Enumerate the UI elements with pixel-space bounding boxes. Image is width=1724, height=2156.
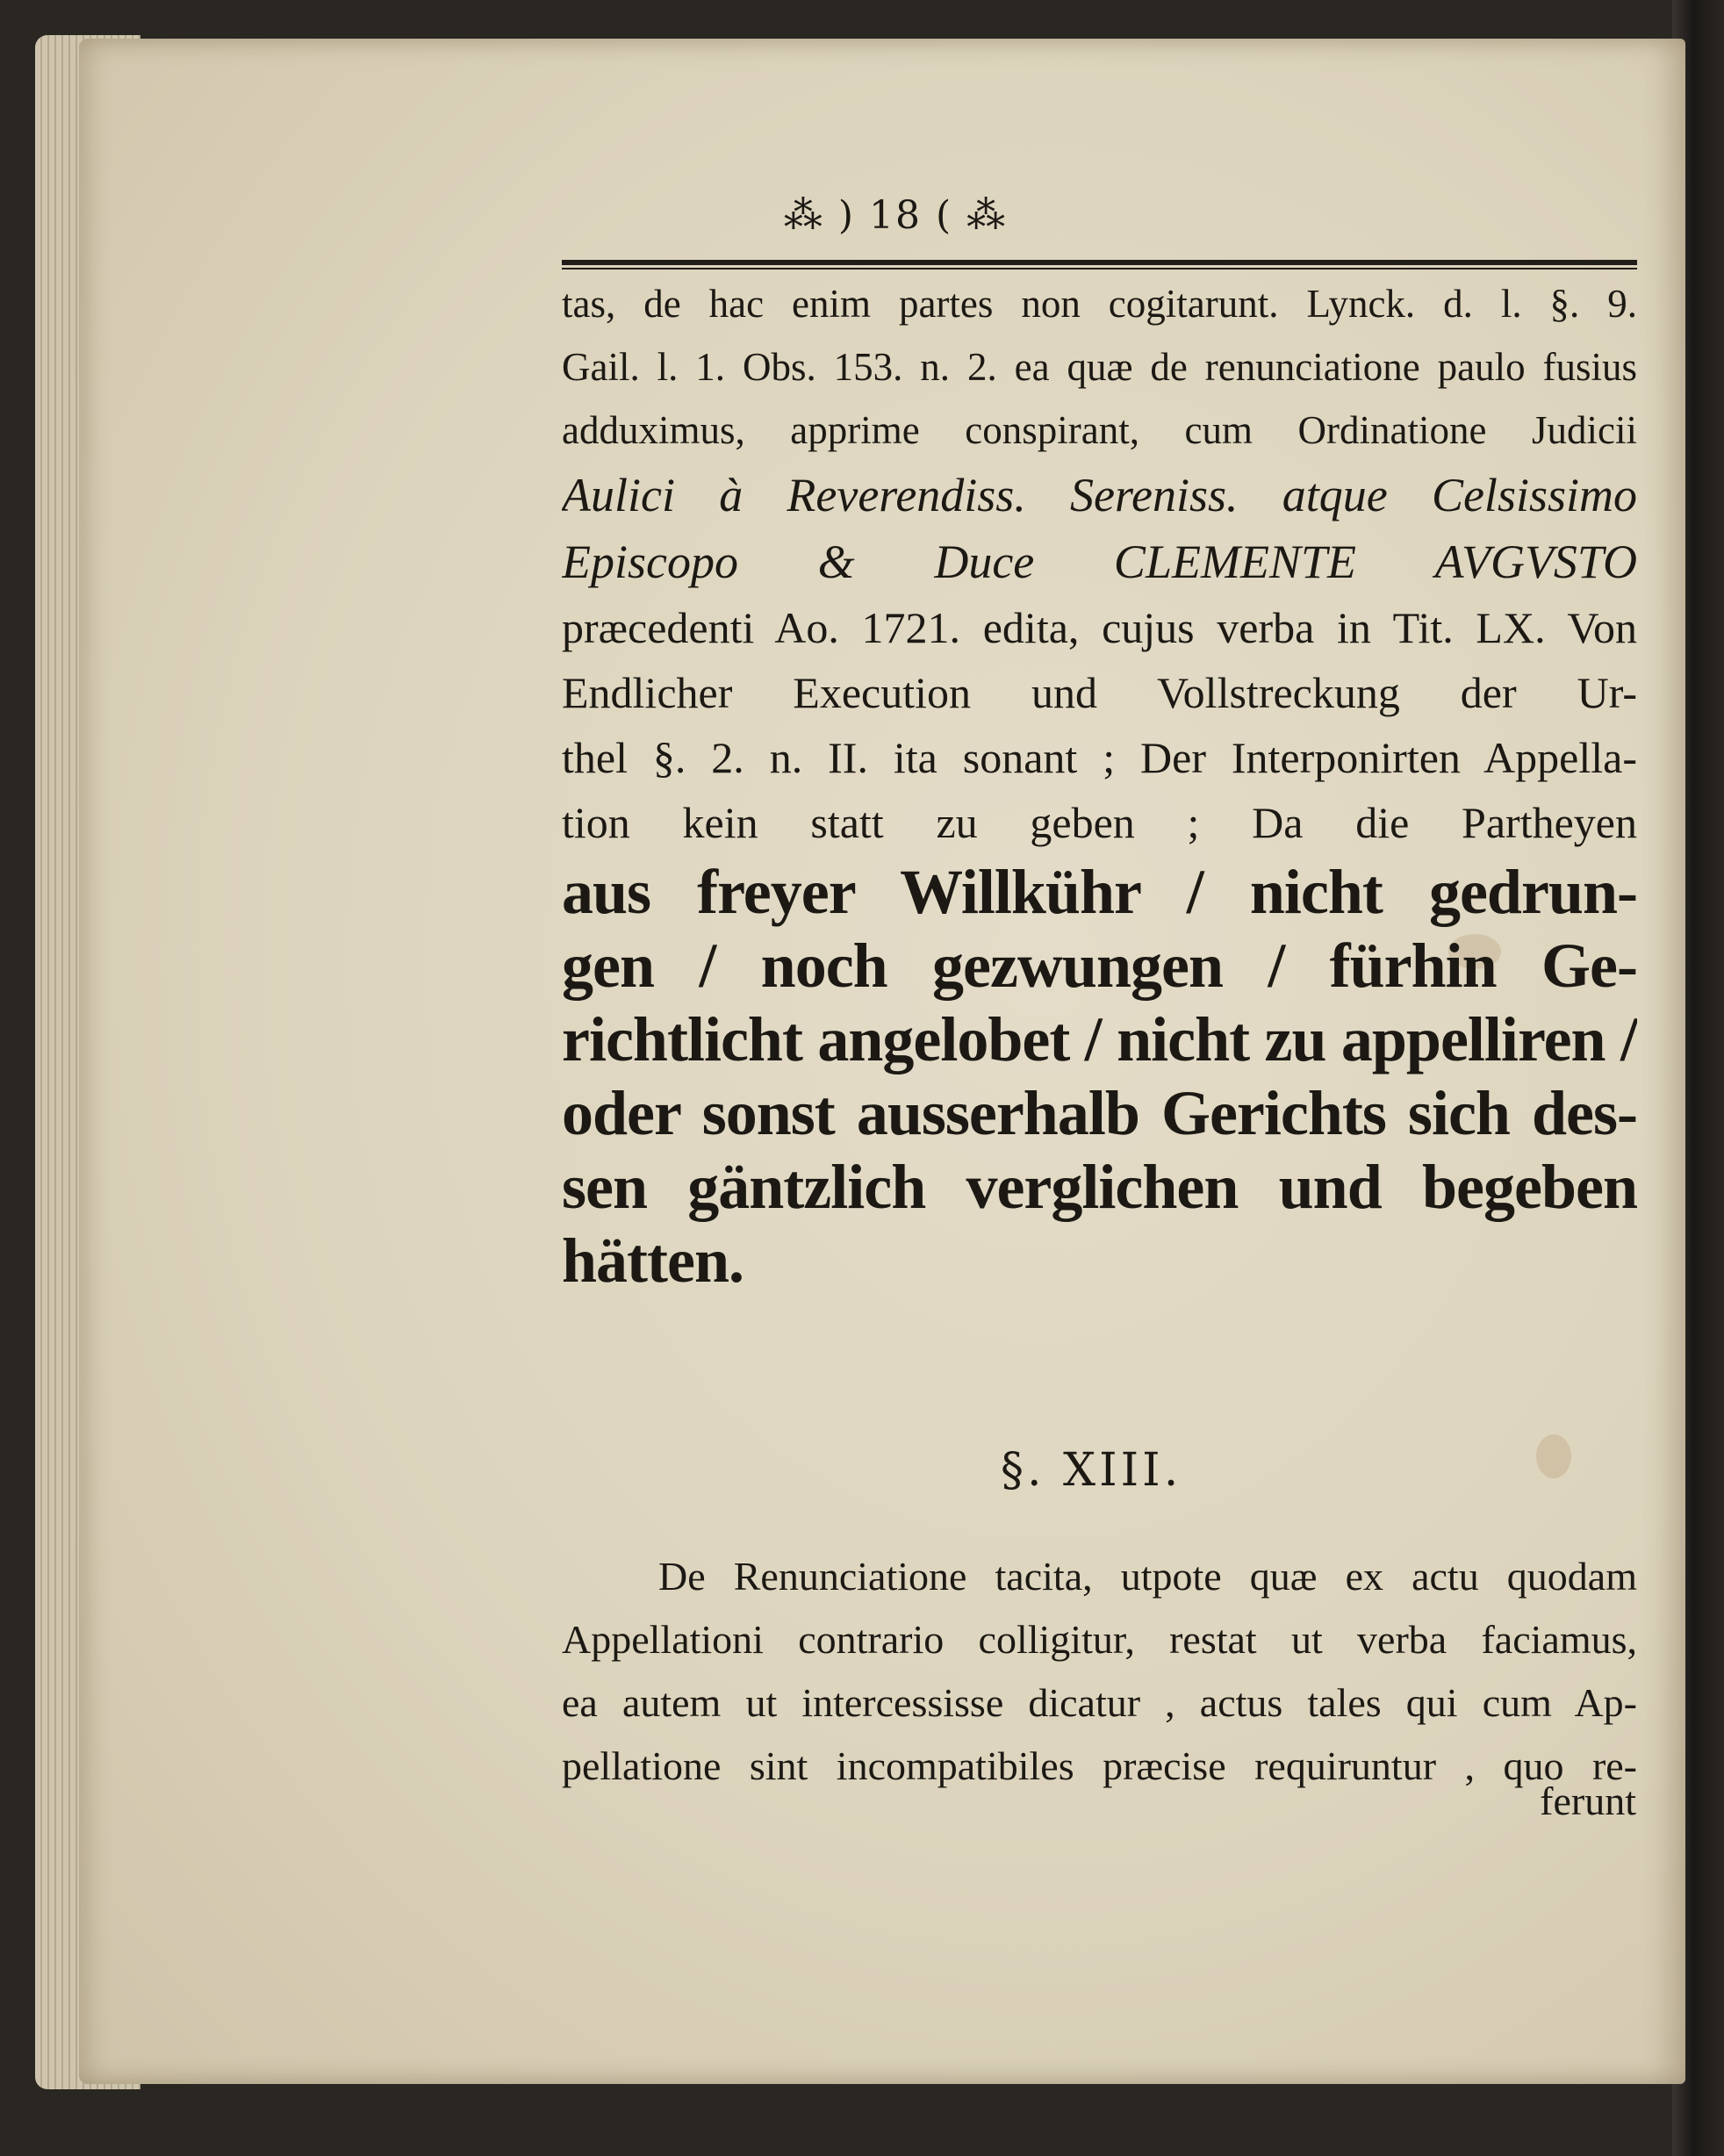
text-line: Gail. l. 1. Obs. 153. n. 2. ea quæ de renunciatione paulo fusius [562, 345, 1637, 389]
running-head: ⁂ ) 18 ( ⁂ [783, 193, 1008, 238]
text-line: richtlicht angelobet / nicht zu appelliren / [562, 1004, 1637, 1074]
catchword: ferunt [1540, 1779, 1636, 1823]
text-line: præcedenti Ao. 1721. edita, cujus verba in Tit. LX. Von [562, 603, 1637, 652]
text-line: thel §. 2. n. II. ita sonant ; Der Interponirten Appella- [562, 733, 1637, 782]
text-line: ea autem ut intercessisse dicatur , actus tales qui cum Ap- [562, 1680, 1637, 1725]
paper-stain [1536, 1434, 1571, 1478]
text-line: Aulici à Reverendiss. Sereniss. atque Celsissimo [562, 469, 1637, 521]
text-line: sen gäntzlich verglichen und begeben [562, 1152, 1637, 1222]
header-rule [562, 260, 1637, 270]
body-text [562, 272, 1637, 1297]
text-line: De Renunciatione tacita, utpote quæ ex actu quodam [658, 1554, 1637, 1599]
section-heading: §. XIII. [1001, 1444, 1182, 1497]
text-line: oder sonst ausserhalb Gerichts sich des- [562, 1078, 1637, 1148]
text-line: tas, de hac enim partes non cogitarunt. Lynck. d. l. §. 9. [562, 282, 1637, 326]
text-line: aus freyer Willkühr / nicht gedrun- [562, 857, 1637, 927]
text-line: tion kein statt zu geben ; Da die Partheyen [562, 798, 1637, 847]
paragraph-text [562, 1545, 1637, 1798]
text-line: hätten. [562, 1225, 743, 1296]
text-line: gen / noch gezwungen / fürhin Ge- [562, 931, 1637, 1001]
text-line: Endlicher Execution und Vollstreckung der Ur- [562, 668, 1637, 717]
text-line: adduximus, apprime conspirant, cum Ordinatione Judicii [562, 408, 1637, 452]
text-line: Appellationi contrario colligitur, restat ut verba faciamus, [562, 1617, 1637, 1662]
text-line: Episcopo & Duce CLEMENTE AVGVSTO [562, 535, 1637, 588]
text-line: pellatione sint incompatibiles præcise requiruntur , quo re- [562, 1743, 1637, 1788]
